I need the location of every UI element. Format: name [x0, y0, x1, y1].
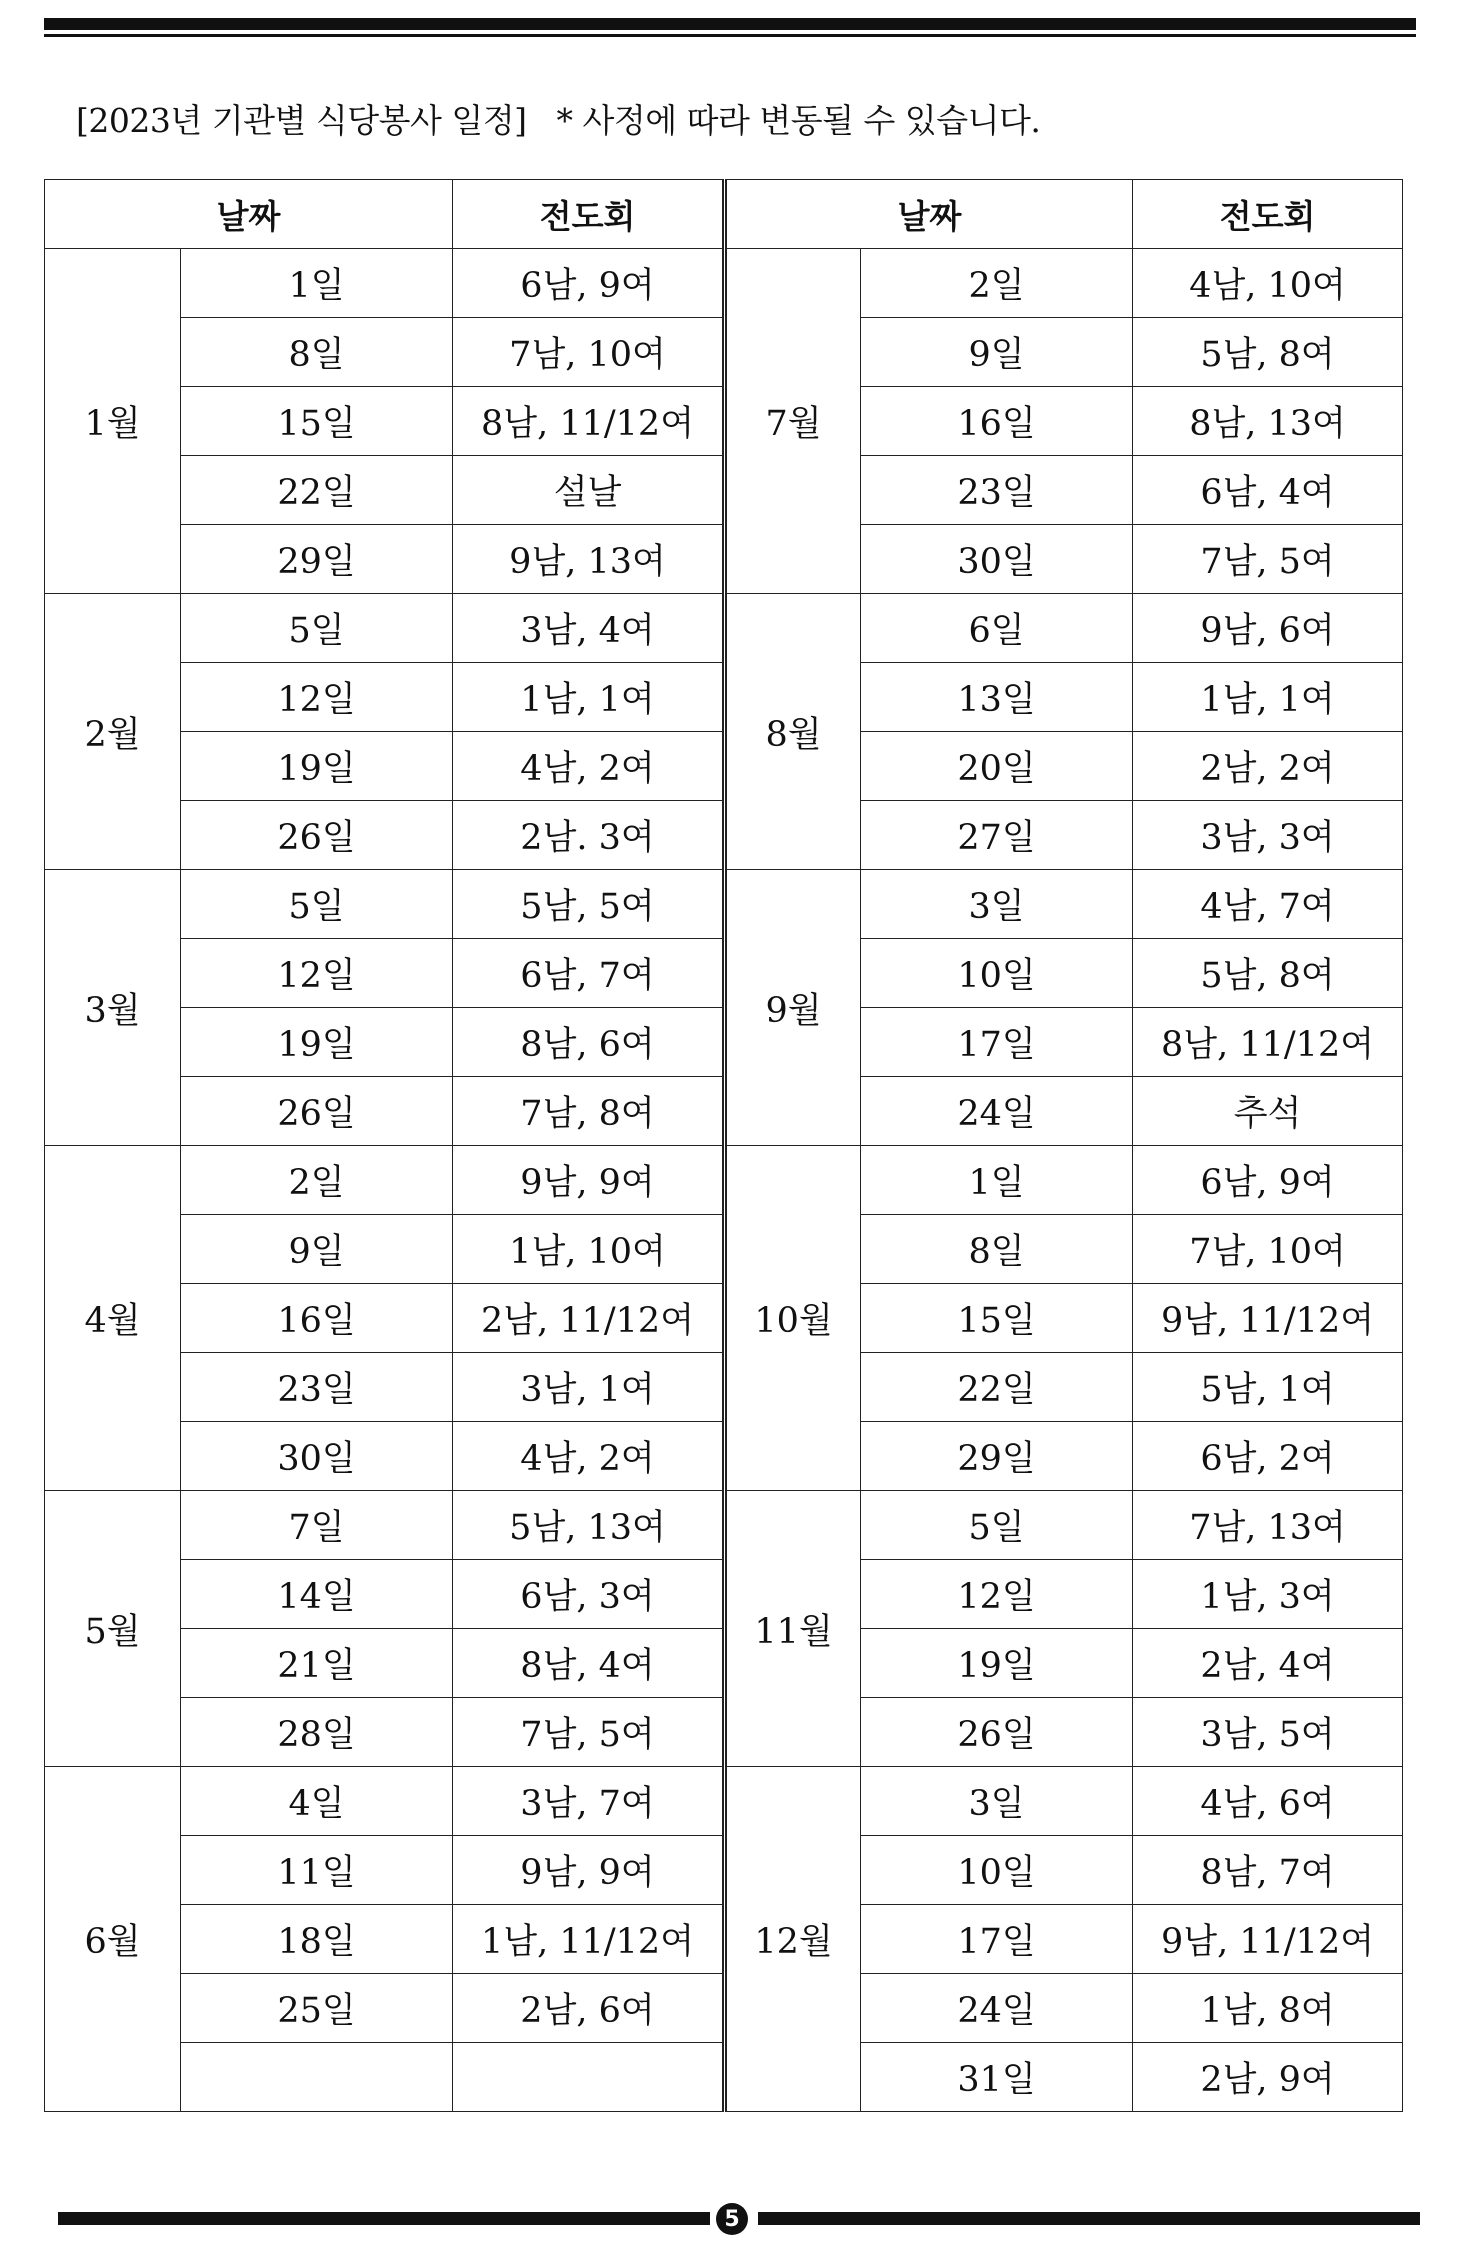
day-cell: 3일	[861, 870, 1133, 939]
day-cell: 12일	[861, 1560, 1133, 1629]
assembly-cell: 8남, 11/12여	[453, 387, 725, 456]
schedule-table	[44, 179, 1403, 2112]
day-cell: 17일	[861, 1008, 1133, 1077]
day-cell: 27일	[861, 801, 1133, 870]
day-cell: 12일	[181, 939, 453, 1008]
day-cell: 20일	[861, 732, 1133, 801]
assembly-cell: 1남, 1여	[453, 663, 725, 732]
table-row	[45, 318, 1403, 387]
assembly-cell: 6남, 2여	[1133, 1422, 1403, 1491]
month-cell: 3월	[45, 870, 181, 1146]
assembly-cell: 9남, 9여	[453, 1836, 725, 1905]
month-cell: 1월	[45, 249, 181, 594]
table-header-row	[45, 180, 1403, 249]
table-row	[45, 594, 1403, 663]
day-cell: 5일	[181, 594, 453, 663]
day-cell: 22일	[181, 456, 453, 525]
assembly-cell: 6남, 4여	[1133, 456, 1403, 525]
day-cell: 8일	[181, 318, 453, 387]
month-cell: 7월	[725, 249, 861, 594]
day-cell: 9일	[861, 318, 1133, 387]
day-cell: 2일	[861, 249, 1133, 318]
assembly-cell: 2남, 2여	[1133, 732, 1403, 801]
assembly-cell: 5남, 1여	[1133, 1353, 1403, 1422]
day-cell: 21일	[181, 1629, 453, 1698]
table-row	[45, 1215, 1403, 1284]
assembly-cell: 3남, 1여	[453, 1353, 725, 1422]
assembly-cell: 1남, 3여	[1133, 1560, 1403, 1629]
table-row	[45, 663, 1403, 732]
table-row	[45, 525, 1403, 594]
day-cell: 1일	[181, 249, 453, 318]
assembly-cell: 2남, 4여	[1133, 1629, 1403, 1698]
assembly-cell: 1남, 11/12여	[453, 1905, 725, 1974]
assembly-cell: 9남, 9여	[453, 1146, 725, 1215]
day-cell: 9일	[181, 1215, 453, 1284]
assembly-cell: 8남, 7여	[1133, 1836, 1403, 1905]
page-number-badge: 5	[716, 2203, 748, 2235]
day-cell: 24일	[861, 1077, 1133, 1146]
assembly-cell: 6남, 9여	[453, 249, 725, 318]
table-row	[45, 249, 1403, 318]
month-cell: 9월	[725, 870, 861, 1146]
assembly-cell: 6남, 3여	[453, 1560, 725, 1629]
table-row	[45, 1905, 1403, 1974]
day-cell: 1일	[861, 1146, 1133, 1215]
assembly-cell: 4남, 2여	[453, 1422, 725, 1491]
table-row	[45, 1422, 1403, 1491]
change-note: * 사정에 따라 변동될 수 있습니다.	[556, 101, 1041, 140]
assembly-cell: 5남, 8여	[1133, 318, 1403, 387]
month-cell: 4월	[45, 1146, 181, 1491]
assembly-cell: 3남, 4여	[453, 594, 725, 663]
day-cell: 13일	[861, 663, 1133, 732]
day-cell	[181, 2043, 453, 2112]
top-rule-thin	[44, 34, 1416, 37]
day-cell: 30일	[861, 525, 1133, 594]
table-row	[45, 1077, 1403, 1146]
header-assembly-right: 전도회	[1133, 180, 1403, 249]
day-cell: 3일	[861, 1767, 1133, 1836]
table-row	[45, 456, 1403, 525]
assembly-cell: 1남, 8여	[1133, 1974, 1403, 2043]
assembly-cell: 1남, 1여	[1133, 663, 1403, 732]
assembly-cell: 7남, 10여	[453, 318, 725, 387]
month-cell: 10월	[725, 1146, 861, 1491]
header-assembly-left: 전도회	[453, 180, 725, 249]
table-row	[45, 1353, 1403, 1422]
assembly-cell: 3남, 3여	[1133, 801, 1403, 870]
table-row	[45, 1767, 1403, 1836]
table-row	[45, 1008, 1403, 1077]
table-row	[45, 1974, 1403, 2043]
day-cell: 12일	[181, 663, 453, 732]
day-cell: 16일	[181, 1284, 453, 1353]
header-note	[76, 95, 1040, 142]
day-cell: 29일	[181, 525, 453, 594]
assembly-cell: 6남, 7여	[453, 939, 725, 1008]
header-date-left: 날짜	[45, 180, 453, 249]
day-cell: 26일	[181, 1077, 453, 1146]
day-cell: 5일	[861, 1491, 1133, 1560]
month-cell: 8월	[725, 594, 861, 870]
assembly-cell: 2남. 3여	[453, 801, 725, 870]
assembly-cell: 2남, 11/12여	[453, 1284, 725, 1353]
day-cell: 15일	[861, 1284, 1133, 1353]
day-cell: 19일	[181, 1008, 453, 1077]
table-row	[45, 939, 1403, 1008]
day-cell: 18일	[181, 1905, 453, 1974]
table-row	[45, 732, 1403, 801]
schedule-title: [2023년 기관별 식당봉사 일정]	[76, 101, 527, 140]
day-cell: 7일	[181, 1491, 453, 1560]
day-cell: 25일	[181, 1974, 453, 2043]
day-cell: 24일	[861, 1974, 1133, 2043]
day-cell: 10일	[861, 1836, 1133, 1905]
day-cell: 11일	[181, 1836, 453, 1905]
table-row	[45, 2043, 1403, 2112]
assembly-cell: 2남, 6여	[453, 1974, 725, 2043]
day-cell: 4일	[181, 1767, 453, 1836]
table-row	[45, 870, 1403, 939]
day-cell: 6일	[861, 594, 1133, 663]
table-row	[45, 1491, 1403, 1560]
month-cell: 5월	[45, 1491, 181, 1767]
day-cell: 19일	[861, 1629, 1133, 1698]
assembly-cell	[453, 2043, 725, 2112]
assembly-cell: 7남, 5여	[453, 1698, 725, 1767]
header-date-right: 날짜	[725, 180, 1133, 249]
day-cell: 31일	[861, 2043, 1133, 2112]
day-cell: 10일	[861, 939, 1133, 1008]
assembly-cell: 9남, 11/12여	[1133, 1905, 1403, 1974]
table-row	[45, 1560, 1403, 1629]
month-cell: 11월	[725, 1491, 861, 1767]
day-cell: 30일	[181, 1422, 453, 1491]
assembly-cell: 4남, 7여	[1133, 870, 1403, 939]
day-cell: 2일	[181, 1146, 453, 1215]
assembly-cell: 추석	[1133, 1077, 1403, 1146]
schedule-body	[45, 249, 1403, 2112]
day-cell: 14일	[181, 1560, 453, 1629]
table-row	[45, 801, 1403, 870]
assembly-cell: 9남, 6여	[1133, 594, 1403, 663]
bottom-rule-left	[58, 2212, 710, 2225]
assembly-cell: 8남, 6여	[453, 1008, 725, 1077]
assembly-cell: 8남, 4여	[453, 1629, 725, 1698]
bottom-rule-right	[758, 2212, 1420, 2225]
day-cell: 5일	[181, 870, 453, 939]
table-row	[45, 1146, 1403, 1215]
table-row	[45, 1698, 1403, 1767]
assembly-cell: 9남, 13여	[453, 525, 725, 594]
assembly-cell: 7남, 5여	[1133, 525, 1403, 594]
assembly-cell: 8남, 11/12여	[1133, 1008, 1403, 1077]
assembly-cell: 6남, 9여	[1133, 1146, 1403, 1215]
day-cell: 26일	[181, 801, 453, 870]
month-cell: 12월	[725, 1767, 861, 2112]
table-row	[45, 1284, 1403, 1353]
table-row	[45, 1836, 1403, 1905]
table-row	[45, 387, 1403, 456]
month-cell: 2월	[45, 594, 181, 870]
assembly-cell: 4남, 6여	[1133, 1767, 1403, 1836]
day-cell: 16일	[861, 387, 1133, 456]
assembly-cell: 7남, 8여	[453, 1077, 725, 1146]
day-cell: 26일	[861, 1698, 1133, 1767]
day-cell: 23일	[861, 456, 1133, 525]
day-cell: 29일	[861, 1422, 1133, 1491]
top-rule-thick	[44, 18, 1416, 30]
assembly-cell: 3남, 5여	[1133, 1698, 1403, 1767]
assembly-cell: 2남, 9여	[1133, 2043, 1403, 2112]
assembly-cell: 4남, 2여	[453, 732, 725, 801]
day-cell: 22일	[861, 1353, 1133, 1422]
day-cell: 8일	[861, 1215, 1133, 1284]
assembly-cell: 5남, 8여	[1133, 939, 1403, 1008]
month-cell: 6월	[45, 1767, 181, 2112]
assembly-cell: 3남, 7여	[453, 1767, 725, 1836]
day-cell: 28일	[181, 1698, 453, 1767]
assembly-cell: 7남, 10여	[1133, 1215, 1403, 1284]
assembly-cell: 7남, 13여	[1133, 1491, 1403, 1560]
assembly-cell: 9남, 11/12여	[1133, 1284, 1403, 1353]
assembly-cell: 4남, 10여	[1133, 249, 1403, 318]
assembly-cell: 5남, 5여	[453, 870, 725, 939]
day-cell: 17일	[861, 1905, 1133, 1974]
assembly-cell: 8남, 13여	[1133, 387, 1403, 456]
day-cell: 15일	[181, 387, 453, 456]
assembly-cell: 설날	[453, 456, 725, 525]
day-cell: 19일	[181, 732, 453, 801]
assembly-cell: 5남, 13여	[453, 1491, 725, 1560]
day-cell: 23일	[181, 1353, 453, 1422]
table-row	[45, 1629, 1403, 1698]
assembly-cell: 1남, 10여	[453, 1215, 725, 1284]
